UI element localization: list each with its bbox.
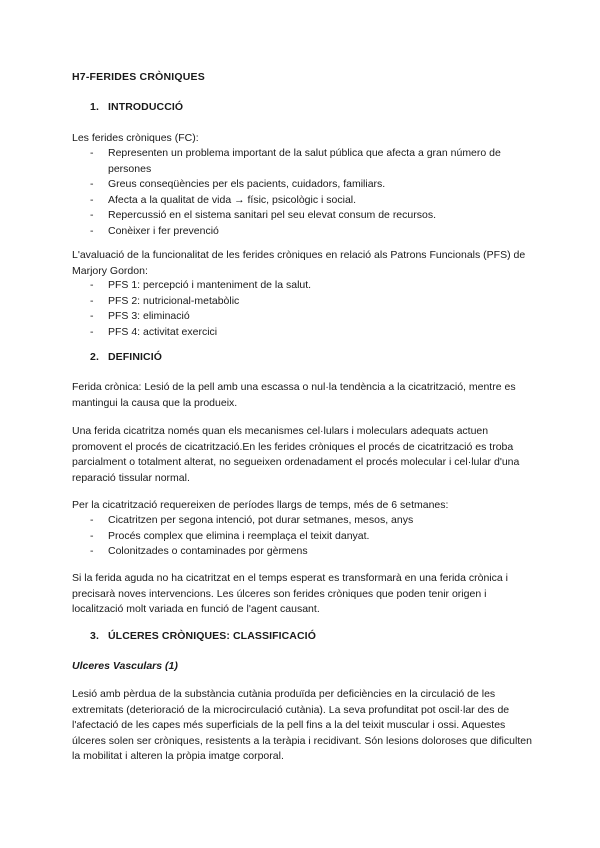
definition-paragraph-3: Per la cicatrització requereixen de períodes llargs de temps, més de 6 setmanes: (72, 499, 449, 511)
section-number: 3. (90, 630, 99, 642)
section-heading-ulceres (90, 630, 316, 642)
list-item: - PFS 4: activitat exercici (90, 325, 530, 341)
section-number: 1. (90, 101, 99, 113)
section-number: 2. (90, 351, 99, 363)
list-item: - Cicatritzen per segona intenció, pot durar setmanes, mesos, anys (90, 513, 530, 529)
list-item: - PFS 3: eliminació (90, 309, 530, 325)
list-item: - Afecta a la qualitat de vida → físic, psicològic i social. (90, 193, 530, 209)
list-item: - Greus conseqüències per els pacients, cuidadors, familiars. (90, 177, 530, 193)
list-item: - PFS 1: percepció i manteniment de la salut. (90, 278, 530, 294)
list-item: - PFS 2: nutricional-metabòlic (90, 294, 530, 310)
list-item: - Repercussió en el sistema sanitari pel seu elevat consum de recursos. (90, 208, 530, 224)
definition-paragraph-2: Una ferida cicatritza només quan els mecanismes cel·lulars i moleculars adequats actuen promovent el procés de cicatrització.En les ferides cròniques el procés de cicatrització es troba parcialment o totalment alterat, no segueixen ordenadament el procés molecular i cel·lular d'una reparació tissular normal. (72, 425, 520, 484)
pfs-list (90, 278, 530, 340)
section-title: INTRODUCCIÓ (108, 101, 184, 113)
section-title: DEFINICIÓ (108, 351, 162, 363)
document-title: H7-FERIDES CRÒNIQUES (72, 71, 205, 83)
list-item: - Conèixer i fer prevenció (90, 224, 530, 240)
section-heading-definicio (90, 351, 162, 363)
list-item: - Colonitzades o contaminades por gèrmens (90, 544, 530, 560)
definition-paragraph-4: Si la ferida aguda no ha cicatritzat en el temps esperat es transformarà en una ferida crònica i precisarà noves intervencions. Les úlceres son ferides cròniques que poden tenir origen i localització molt variada en funció de l'agent causant. (72, 572, 508, 615)
intro-lead: Les ferides cròniques (FC): (72, 132, 199, 144)
pfs-lead: L'avaluació de la funcionalitat de les ferides cròniques en relació als Patrons Funcionals (PFS) de Marjory Gordon: (72, 249, 526, 277)
intro-list (90, 146, 530, 239)
section-title: ÚLCERES CRÒNIQUES: CLASSIFICACIÓ (108, 630, 316, 642)
definition-paragraph-1: Ferida crònica: Lesió de la pell amb una escassa o nul·la tendència a la cicatrització, mentre es mantingui la causa que la produeix. (72, 381, 516, 409)
section-heading-introduccio (90, 101, 183, 113)
ulcers-paragraph: Lesió amb pèrdua de la substància cutània produïda per deficiències en la circulació de les extremitats (deterioració de la microcirculació cutània). La seva profunditat pot oscil·lar des de l'afectació de les capes més superficials de la pell fins a la del teixit muscular i ossi. Aquestes úlceres solen ser cròniques, resistents a la teràpia i recidivant. Són lesions doloroses que dificulten la mobilitat i alteren la pròpia imatge corporal. (72, 688, 532, 762)
definition-list (90, 513, 530, 560)
ulcers-subtitle: Ulceres Vasculars (1) (72, 660, 178, 672)
list-item: - Representen un problema important de la salut pública que afecta a gran número de persones (90, 146, 530, 177)
list-item: - Procés complex que elimina i reemplaça el teixit danyat. (90, 529, 530, 545)
